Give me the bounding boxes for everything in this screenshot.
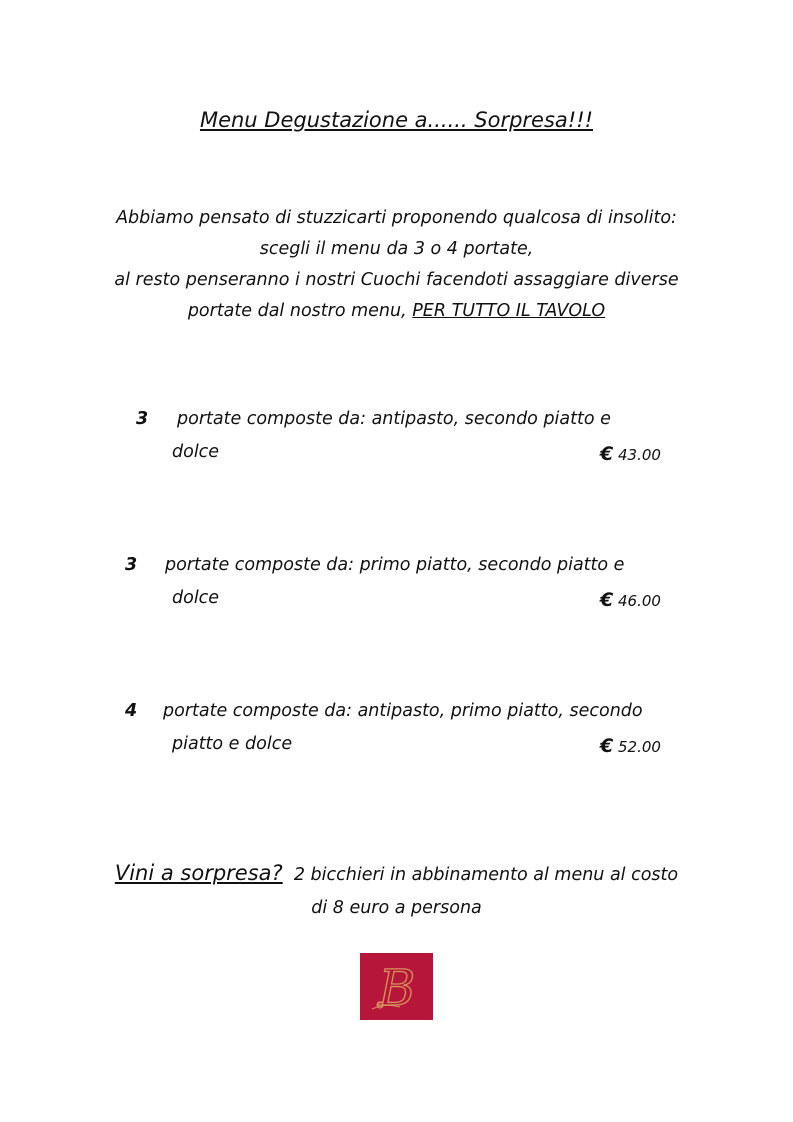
menu-price <box>600 443 661 465</box>
price-value: 52.00 <box>618 738 661 756</box>
menu-description: portate composte da: antipasto, primo piatto, secondo <box>163 701 643 721</box>
price-value: 43.00 <box>618 446 661 464</box>
euro-symbol: € <box>600 735 614 757</box>
wine-heading: Vini a sorpresa? <box>114 861 283 885</box>
menu-price <box>600 589 661 611</box>
wine-section <box>0 857 793 925</box>
wine-line <box>0 857 793 892</box>
menu-description: portate composte da: antipasto, secondo piatto e <box>177 409 611 429</box>
menu-description-cont: dolce <box>172 588 220 608</box>
logo-monogram-icon <box>360 953 433 1020</box>
menu-course-count: 3 <box>125 555 138 575</box>
whole-table-emphasis: PER TUTTO IL TAVOLO <box>412 301 606 321</box>
restaurant-logo <box>360 953 433 1020</box>
menu-price <box>600 735 661 757</box>
euro-symbol: € <box>600 589 614 611</box>
intro-text: portate dal nostro menu, <box>187 301 413 321</box>
menu-description: portate composte da: primo piatto, secondo piatto e <box>165 555 625 575</box>
price-value: 46.00 <box>618 592 661 610</box>
euro-symbol: € <box>600 443 614 465</box>
intro-line: al resto penseranno i nostri Cuochi facendoti assaggiare diverse <box>114 270 679 290</box>
intro-paragraph <box>0 203 793 327</box>
page-title: Menu Degustazione a...... Sorpresa!!! <box>199 108 594 132</box>
wine-text: 2 bicchieri in abbinamento al menu al costo <box>293 865 679 885</box>
intro-line: scegli il menu da 3 o 4 portate, <box>259 239 534 259</box>
menu-description-cont: piatto e dolce <box>172 734 293 754</box>
menu-course-count: 3 <box>136 409 149 429</box>
wine-text-cont: di 8 euro a persona <box>311 898 482 918</box>
menu-course-count: 4 <box>125 701 138 721</box>
svg-text:B: B <box>378 959 416 1017</box>
intro-line: Abbiamo pensato di stuzzicarti proponendo qualcosa di insolito: <box>116 208 677 228</box>
menu-description-cont: dolce <box>172 442 220 462</box>
intro-line <box>0 296 793 327</box>
